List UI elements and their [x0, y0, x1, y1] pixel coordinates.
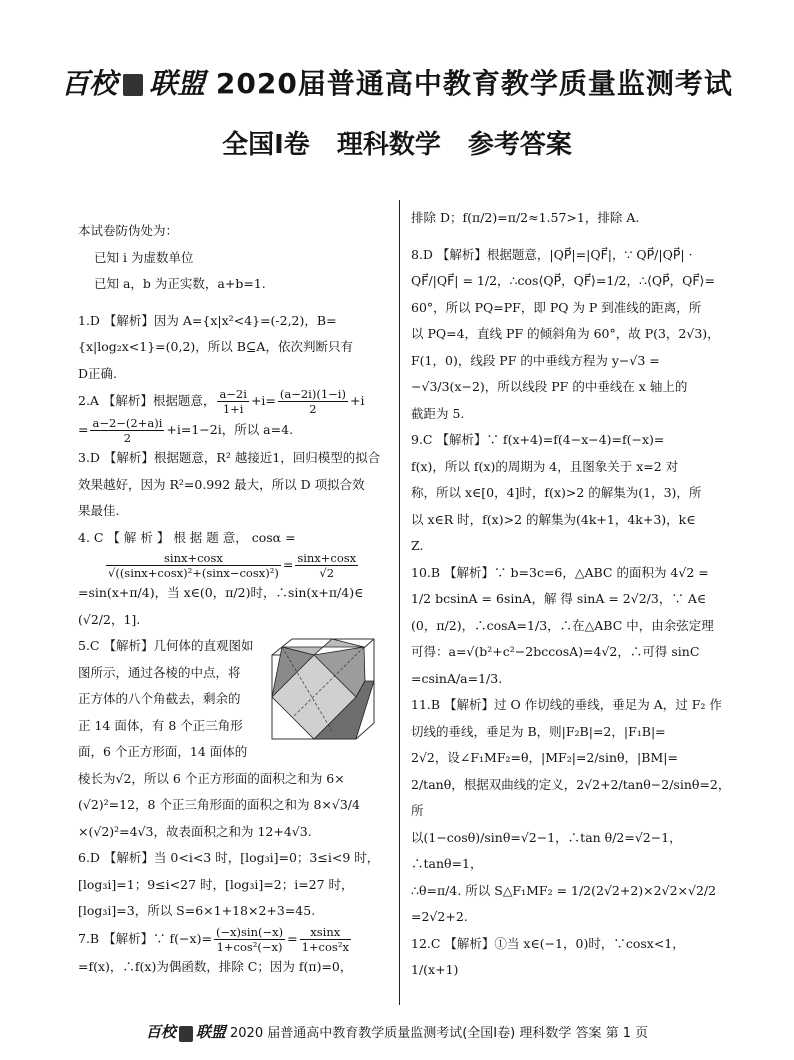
answer-line: 8.D 【解析】根据题意，|QP⃗|=|QF⃗|，∵ QP⃗/|QP⃗| · — [411, 246, 693, 262]
answer-line: (√2)²=12，8 个正三角形面的面积之和为 8×√3/4 — [78, 797, 360, 812]
answer-line: 4. C 【 解 析 】 根 据 题 意， cosα = — [78, 529, 296, 545]
answer-line: 面，6 个正方形面，14 面体的 — [78, 744, 248, 759]
answer-line: 2√2，设∠F₁MF₂=θ，|MF₂|=2/sinθ，|BM|= — [411, 750, 678, 765]
answer-line: 2/tanθ，根据双曲线的定义，2√2+2/tanθ−2/sinθ=2，所 — [411, 776, 731, 818]
exam-title: 2020届普通高中教育教学质量监测考试 — [215, 67, 733, 100]
answer-q10 — [411, 560, 731, 693]
subtitle-subject: 理科数学 — [336, 130, 441, 160]
footer-logo-left: 百校 — [145, 1023, 176, 1041]
answer-line: 10.B 【解析】∵ b=3c=6，△ABC 的面积为 4√2 = — [411, 564, 709, 580]
anti-fake-line: 已知 a，b 为正实数，a+b=1. — [94, 276, 266, 291]
answer-q4 — [78, 525, 388, 634]
answer-line: 60°，所以 PQ=PF，即 PQ 为 P 到准线的距离，所 — [411, 299, 702, 315]
answer-line: 2.A 【解析】根据题意， $\frac{a-2i}{1+i}$ +i= $\frac{(a-2i)(1-i)}{2}$ +i — [78, 387, 365, 416]
answer-line: =sin(x+π/4)，当 x∈(0，π/2)时，∴sin(x+π/4)∈ — [78, 585, 364, 600]
answer-q5 — [78, 633, 388, 845]
answer-line: 以(1−cosθ)/sinθ=√2−1，∴tan θ/2=√2−1，∴tanθ=1， — [411, 829, 682, 871]
left-column — [78, 218, 388, 980]
answer-q9 — [411, 427, 731, 560]
answer-q8 — [411, 242, 731, 428]
answer-line: 果最佳. — [78, 503, 120, 518]
answer-line: [log₃i]=1；9≤i<27 时，[log₃i]=2；i=27 时， — [78, 876, 354, 892]
answer-line: 3.D 【解析】根据题意，R² 越接近1，回归模型的拟合 — [78, 450, 381, 465]
answer-line: ×(√2)²=4√3，故表面积之和为 12+4√3. — [78, 823, 312, 839]
brand-seal-icon — [123, 74, 143, 96]
answer-line: F(1，0)，线段 PF 的中垂线方程为 y−√3 = — [411, 352, 660, 368]
answer-line: 以 PQ=4，直线 PF 的倾斜角为 60°，故 P(3，2√3)， — [411, 326, 720, 341]
answer-line: 7.B 【解析】∵ f(−x)= $\frac{(-x)\sin(-x)}{\text{1+cos²(−x)}}$ = $\frac{xsinx}{\text{1+cos²x}}$ — [78, 924, 349, 954]
brand-logo-left: 百校 — [61, 67, 118, 100]
page-footer — [0, 1021, 794, 1042]
answer-line: f(x)，所以 f(x)的周期为 4，且图象关于 x=2 对 — [411, 458, 679, 474]
answer-line: 正 14 面体，有 8 个正三角形 — [78, 717, 243, 733]
answer-q3 — [78, 445, 388, 525]
right-column — [411, 205, 731, 984]
answer-line: 称，所以 x∈[0，4]时，f(x)>2 的解集为(1，3)，所 — [411, 485, 702, 500]
answer-line: =2√2+2. — [411, 909, 468, 924]
answer-q2 — [78, 387, 388, 445]
answer-line: (√2/2，1]. — [78, 611, 141, 627]
answer-line: {x|log₂x<1}=(0,2)，所以 B⊆A，依次判断只有 — [78, 339, 353, 354]
answer-line: =f(x)，∴f(x)为偶函数，排除 C；因为 f(π)=0， — [78, 958, 353, 974]
answer-line: 6.D 【解析】当 0<i<3 时，[log₃i]=0；3≤i<9 时， — [78, 850, 380, 865]
answer-line: [log₃i]=3，所以 S=6×1+18×2+3=45. — [78, 903, 316, 918]
answer-line: = $\frac{a-2-(2+a)i}{2}$ +i=1−2i，所以 a=4. — [78, 416, 294, 445]
answer-line: ∴θ=π/4. 所以 S△F₁MF₂ = 1/2(2√2+2)×2√2×√2/2 — [411, 882, 717, 898]
answer-line: 以 x∈R 时，f(x)>2 的解集为(4k+1，4k+3)，k∈ — [411, 511, 696, 527]
answer-line: −√3/3(x−2)，所以线段 PF 的中垂线在 x 轴上的 — [411, 379, 688, 394]
answer-q6 — [78, 845, 388, 925]
answer-line: 图所示，通过各棱的中点，将 — [78, 664, 241, 680]
answer-line: 排除 D；f(π/2)=π/2≈1.57>1，排除 A. — [411, 210, 640, 225]
answer-q1 — [78, 308, 388, 388]
answer-line: 5.C 【解析】几何体的直观图如 — [78, 638, 254, 653]
answer-line: 棱长为√2，所以 6 个正方形面的面积之和为 6× — [78, 770, 345, 786]
answer-line: 正方体的八个角截去，剩余的 — [78, 691, 241, 706]
answer-q7 — [78, 925, 388, 981]
answer-line: 1.D 【解析】因为 A={x|x²<4}=(-2,2)，B= — [78, 312, 337, 328]
anti-fake-title: 本试卷防伪处为： — [78, 223, 179, 238]
answer-line: QF⃗/|QF⃗| = 1/2，∴cos⟨QP⃗，QF⃗⟩=1/2，∴⟨QP⃗，QF⃗⟩= — [411, 273, 715, 288]
polyhedron-figure — [268, 637, 376, 743]
subtitle-paper: 全国Ⅰ卷 — [222, 130, 310, 160]
footer-text: 2020 届普通高中教育教学质量监测考试(全国Ⅰ卷) 理科数学 答案 第 1 页 — [230, 1026, 649, 1041]
answer-line: 9.C 【解析】∵ f(x+4)=f(4−x−4)=f(−x)= — [411, 432, 665, 447]
brand-logo-right: 联盟 — [149, 67, 206, 100]
header-subtitle — [0, 124, 794, 161]
footer-seal-icon — [179, 1026, 193, 1042]
header-title-line — [0, 62, 794, 102]
answer-line: 可得：a=√(b²+c²−2bccosA)=4√2，∴可得 sinC — [411, 644, 700, 659]
answer-line: D正确. — [78, 365, 117, 381]
answer-line: 1/2 bcsinA = 6sinA，解 得 sinA = 2√2/3，∵ A∈ — [411, 591, 707, 606]
answer-line: 切线的垂线，垂足为 B，则|F₂B|=2，|F₁B|= — [411, 723, 666, 739]
column-divider — [399, 200, 400, 1005]
answer-q12 — [411, 931, 731, 984]
answer-line: $\frac{\sin x+\cos x}{\text{√((sinx+cosx)²+(sinx−cosx)²)}}$ = $\frac{\sin x+\cos x}{√2}$ — [108, 551, 357, 580]
subtitle-answer: 参考答案 — [467, 130, 572, 160]
answer-q11 — [411, 692, 731, 931]
answer-line: 截距为 5. — [411, 405, 465, 421]
answer-line: Z. — [411, 538, 424, 553]
answer-line: =csinA/a=1/3. — [411, 670, 503, 686]
footer-logo-right: 联盟 — [195, 1023, 226, 1041]
answer-line: 12.C 【解析】①当 x∈(−1，0)时，∵cosx<1，1/(x+1) — [411, 935, 685, 977]
anti-fake-line: 已知 i 为虚数单位 — [94, 249, 194, 265]
answer-line: 11.B 【解析】过 O 作切线的垂线，垂足为 A，过 F₂ 作 — [411, 697, 722, 712]
answer-line: 效果越好，因为 R²=0.992 最大，所以 D 项拟合效 — [78, 476, 365, 492]
answer-line: (0，π/2)，∴cosA=1/3，∴在△ABC 中，由余弦定理 — [411, 617, 714, 633]
